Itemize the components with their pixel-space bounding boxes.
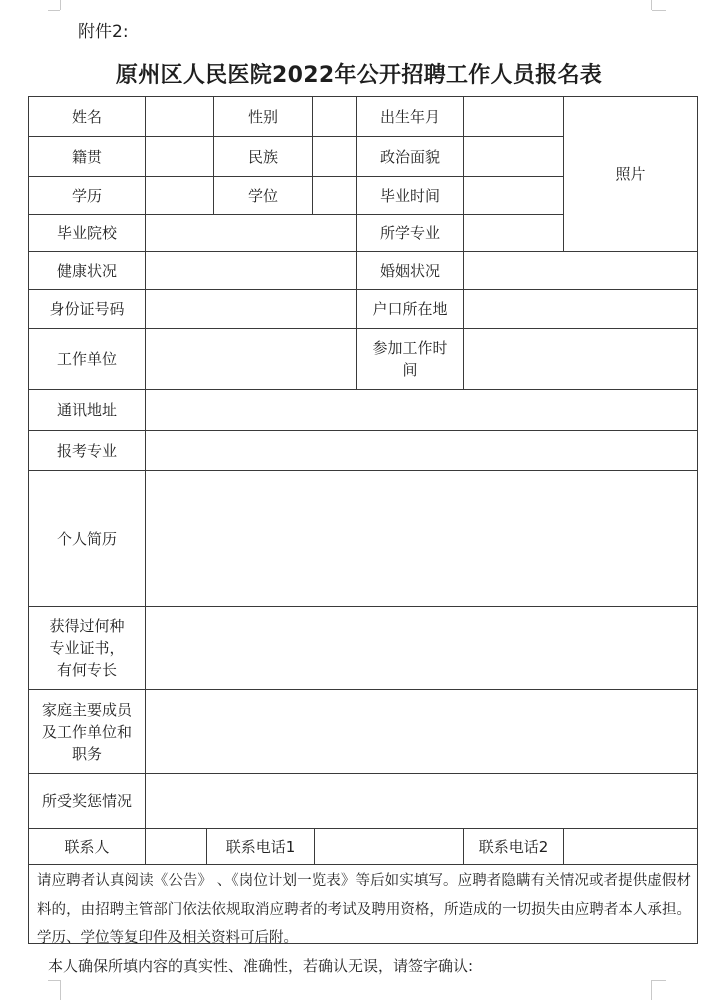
major-field[interactable] — [463, 214, 564, 252]
contact-person-label: 联系人 — [28, 828, 146, 865]
applied-major-field[interactable] — [145, 430, 698, 471]
marital-status-field[interactable] — [463, 251, 698, 290]
education-label: 学历 — [28, 176, 146, 215]
graduation-time-label: 毕业时间 — [356, 176, 464, 215]
address-label: 通讯地址 — [28, 389, 146, 431]
health-field[interactable] — [145, 251, 357, 290]
name-field[interactable] — [145, 96, 214, 137]
school-label: 毕业院校 — [28, 214, 146, 252]
ethnicity-label: 民族 — [213, 136, 313, 177]
hukou-field[interactable] — [463, 289, 698, 329]
applied-major-label: 报考专业 — [28, 430, 146, 471]
family-members-field[interactable] — [145, 689, 698, 774]
employer-label: 工作单位 — [28, 328, 146, 390]
education-field[interactable] — [145, 176, 214, 215]
contact-person-field[interactable] — [145, 828, 207, 865]
certificates-label: 获得过何种专业证书，有何专长 — [28, 606, 146, 690]
employer-field[interactable] — [145, 328, 357, 390]
marital-status-label: 婚姻状况 — [356, 251, 464, 290]
gender-field[interactable] — [312, 96, 357, 137]
resume-field[interactable] — [145, 470, 698, 607]
native-place-field[interactable] — [145, 136, 214, 177]
phone1-field[interactable] — [314, 828, 464, 865]
id-number-label: 身份证号码 — [28, 289, 146, 329]
graduation-time-field[interactable] — [463, 176, 564, 215]
awards-field[interactable] — [145, 773, 698, 829]
phone1-label: 联系电话1 — [206, 828, 315, 865]
phone2-field[interactable] — [563, 828, 698, 865]
work-start-time-label: 参加工作时间 — [356, 328, 464, 390]
annex-label: 附件2: — [78, 22, 129, 42]
birth-date-field[interactable] — [463, 96, 564, 137]
certificates-field[interactable] — [145, 606, 698, 690]
family-members-label: 家庭主要成员及工作单位和职务 — [28, 689, 146, 774]
form-title: 原州区人民医院2022年公开招聘工作人员报名表 — [115, 63, 603, 88]
native-place-label: 籍贯 — [28, 136, 146, 177]
id-number-field[interactable] — [145, 289, 357, 329]
ethnicity-field[interactable] — [312, 136, 357, 177]
major-label: 所学专业 — [356, 214, 464, 252]
school-field[interactable] — [145, 214, 357, 252]
gender-label: 性别 — [213, 96, 313, 137]
health-label: 健康状况 — [28, 251, 146, 290]
degree-field[interactable] — [312, 176, 357, 215]
photo-box[interactable]: 照片 — [563, 96, 698, 252]
degree-label: 学位 — [213, 176, 313, 215]
awards-label: 所受奖惩情况 — [28, 773, 146, 829]
notice-text: 请应聘者认真阅读《公告》 、《岗位计划一览表》等后如实填写。应聘者隐瞒有关情况或者提供虚假材料的，由招聘主管部门依法依规取消应聘者的考试及聘用资格，所造成的一切损失由应聘者本人承担。学历、学位等复印件及相关资料可后附。 — [28, 864, 698, 944]
name-label: 姓名 — [28, 96, 146, 137]
birth-date-label: 出生年月 — [356, 96, 464, 137]
address-field[interactable] — [145, 389, 698, 431]
signature-confirmation: 本人确保所填内容的真实性、准确性，若确认无误，请签字确认: — [48, 957, 474, 975]
political-status-label: 政治面貌 — [356, 136, 464, 177]
phone2-label: 联系电话2 — [463, 828, 564, 865]
work-start-time-field[interactable] — [463, 328, 698, 390]
resume-label: 个人简历 — [28, 470, 146, 607]
hukou-label: 户口所在地 — [356, 289, 464, 329]
political-status-field[interactable] — [463, 136, 564, 177]
